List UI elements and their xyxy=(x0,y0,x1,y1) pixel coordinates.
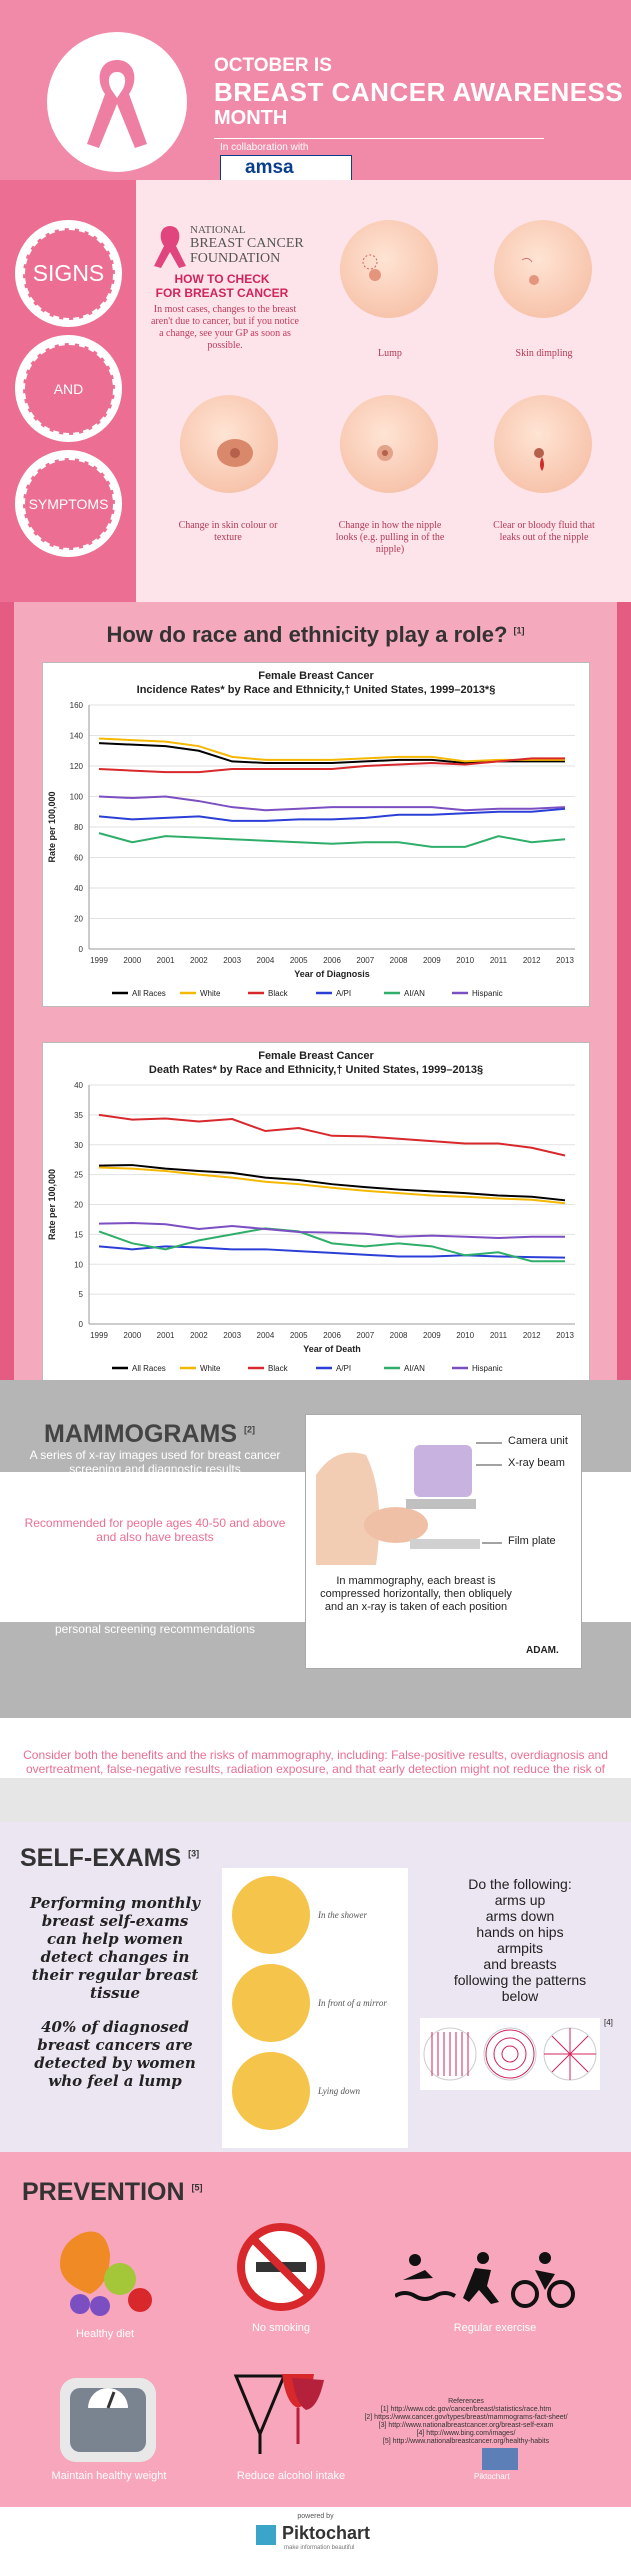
sign-label: Clear or bloody fluid that leaks out of the nipple xyxy=(493,520,595,543)
mammogram-figure xyxy=(305,1414,582,1669)
mammograms-ref: [2] xyxy=(243,1424,255,1435)
footer xyxy=(0,2507,631,2560)
legend-label: Black xyxy=(268,1364,288,1373)
exam-patterns-icon xyxy=(420,2018,600,2090)
instruction-line: Do the following: xyxy=(468,1876,572,1892)
sign-label: Lump xyxy=(378,348,402,359)
piktochart-brand[interactable]: Piktochart xyxy=(282,2523,371,2543)
x-tick-label: 2007 xyxy=(356,956,375,965)
series-line xyxy=(99,1165,565,1200)
x-tick-label: 2004 xyxy=(256,1331,275,1340)
death-chart xyxy=(42,1042,590,1382)
chart-subtitle: Incidence Rates* by Race and Ethnicity,† United States, 1999–2013*§ xyxy=(136,684,496,696)
legend-label: Hispanic xyxy=(472,1364,503,1373)
x-tick-label: 2013 xyxy=(556,956,574,965)
legend-label: AI/AN xyxy=(404,1364,425,1373)
y-axis-label: Rate per 100,000 xyxy=(47,791,57,863)
prevention-label: Maintain healthy weight xyxy=(51,2470,167,2482)
series-line xyxy=(99,1223,565,1238)
x-tick-label: 2012 xyxy=(522,1331,541,1340)
chart-subtitle: Death Rates* by Race and Ethnicity,† United States, 1999–2013§ xyxy=(148,1064,484,1076)
prevention-label: Healthy diet xyxy=(75,2328,135,2340)
legend-label: All Races xyxy=(132,989,166,998)
x-tick-label: 1999 xyxy=(90,956,108,965)
self-exam-patterns xyxy=(420,2018,600,2090)
self-exam-instructions xyxy=(430,1876,610,2004)
reference-line[interactable]: [5] http://www.nationalbreastcancer.org/healthy-habits xyxy=(382,2438,550,2445)
amsa-logo-text: amsa xyxy=(245,157,294,178)
howto-line: FOR BREAST CANCER xyxy=(155,286,289,300)
x-tick-label: 2006 xyxy=(323,1331,341,1340)
mammogram-definition: A series of x-ray images used for breast cancer screening and diagnostic results xyxy=(29,1448,281,1476)
x-tick-label: 2009 xyxy=(422,1331,441,1340)
position-label: In the shower xyxy=(318,1910,367,1920)
weight-scale-icon xyxy=(60,2378,156,2462)
piktochart-small-text: Piktochart xyxy=(474,2472,510,2481)
sign-label: Change in how the nipple looks (e.g. pulling in of the nipple) xyxy=(335,520,445,555)
y-tick-label: 35 xyxy=(74,1110,83,1120)
breast-skin-illustration xyxy=(180,395,278,493)
instruction-line: following the patterns xyxy=(453,1972,587,1988)
prevention-ref: [5] xyxy=(191,2182,203,2193)
mammograms-title-text: MAMMOGRAMS xyxy=(44,1420,238,1448)
y-tick-label: 140 xyxy=(69,731,83,741)
ribbon-badge xyxy=(47,32,187,172)
x-tick-label: 2001 xyxy=(156,1331,175,1340)
y-tick-label: 10 xyxy=(74,1260,83,1270)
incidence-chart xyxy=(42,662,590,1007)
instruction-line: arms down xyxy=(485,1908,555,1924)
race-ref: [1] xyxy=(513,625,525,636)
series-line xyxy=(99,797,565,811)
self-exams-title-text: SELF-EXAMS xyxy=(20,1844,182,1872)
x-axis-label: Year of Death xyxy=(303,1344,361,1354)
figure-label-film: Film plate xyxy=(508,1535,556,1547)
x-tick-label: 2011 xyxy=(489,956,508,965)
x-tick-label: 2010 xyxy=(456,1331,475,1340)
sign-label: Change in skin colour or texture xyxy=(178,520,278,543)
x-tick-label: 2002 xyxy=(189,956,208,965)
nbcf-line: BREAST CANCER xyxy=(190,236,304,251)
prevention-label: No smoking xyxy=(251,2322,311,2334)
breast-lump-illustration xyxy=(340,220,438,318)
references xyxy=(336,2398,596,2446)
mammogram-talk-provider: Talk with your primary care provider to determine personal screening recommendations xyxy=(25,1608,285,1636)
prevention-title-text: PREVENTION xyxy=(22,2178,185,2206)
adam-credit: ADAM. xyxy=(526,1645,559,1656)
ring-label: AND xyxy=(23,343,115,435)
y-tick-label: 15 xyxy=(74,1230,83,1240)
no-smoking-icon xyxy=(236,2222,326,2312)
legend-label: White xyxy=(200,989,221,998)
legend-label: White xyxy=(200,1364,221,1373)
shower-illustration xyxy=(232,1876,310,1954)
x-tick-label: 2007 xyxy=(356,1331,375,1340)
series-line xyxy=(99,739,565,762)
x-tick-label: 1999 xyxy=(90,1331,108,1340)
position-label: Lying down xyxy=(318,2086,360,2096)
figure-label-camera: Camera unit xyxy=(508,1435,568,1447)
nbcf-ribbon-icon xyxy=(150,222,190,270)
instruction-line: and breasts xyxy=(483,1956,557,1972)
self-exams-section xyxy=(0,1822,631,2152)
x-tick-label: 2013 xyxy=(556,1331,574,1340)
nbcf-line: FOUNDATION xyxy=(190,251,281,266)
figure-caption: In mammography, each breast is compressed horizontally, then obliquely and an x-ray is taken of each position xyxy=(320,1575,512,1613)
pattern-ref: [4] xyxy=(604,2018,613,2027)
y-tick-label: 80 xyxy=(74,823,83,832)
y-tick-label: 100 xyxy=(69,792,83,802)
series-line xyxy=(99,833,565,847)
header-line3: MONTH xyxy=(214,107,288,129)
x-tick-label: 2003 xyxy=(223,956,242,965)
series-line xyxy=(99,809,565,821)
legend-label: Black xyxy=(268,989,288,998)
prevention-label: Reduce alcohol intake xyxy=(236,2470,346,2482)
x-tick-label: 2004 xyxy=(256,956,275,965)
y-tick-label: 0 xyxy=(78,1320,83,1329)
race-right-edge xyxy=(617,602,631,1412)
piktochart-small-logo xyxy=(482,2448,518,2470)
mammograms-title xyxy=(44,1420,255,1449)
legend-label: All Races xyxy=(132,1364,166,1373)
y-tick-label: 40 xyxy=(74,1081,83,1090)
amsa-logo xyxy=(220,155,352,180)
self-exam-stat-text: 40% of diagnosed breast cancers are detected by women who feel a lump xyxy=(34,2018,196,2090)
y-tick-label: 60 xyxy=(74,853,83,863)
instruction-line: arms up xyxy=(494,1892,546,1908)
incidence-chart-svg xyxy=(43,697,589,1007)
ring-symptoms xyxy=(15,450,122,557)
legend-label: A/PI xyxy=(336,1364,352,1373)
x-tick-label: 2000 xyxy=(123,1331,142,1340)
ring-and xyxy=(15,335,122,442)
death-chart-svg xyxy=(43,1077,589,1382)
reference-line[interactable]: [3] http://www.nationalbreastcancer.org/breast-self-exam xyxy=(378,2422,554,2429)
prevention-label: Regular exercise xyxy=(453,2322,537,2334)
x-tick-label: 2010 xyxy=(456,956,475,965)
x-tick-label: 2011 xyxy=(489,1331,508,1340)
race-title-text: How do race and ethnicity play a role? xyxy=(106,622,508,647)
x-tick-label: 2003 xyxy=(223,1331,242,1340)
breast-nipple-illustration xyxy=(340,395,438,493)
header-line2: BREAST CANCER AWARENESS xyxy=(214,77,624,107)
y-tick-label: 160 xyxy=(69,701,83,710)
prevention-section xyxy=(0,2152,631,2507)
y-tick-label: 30 xyxy=(74,1140,83,1150)
nbcf-intro: In most cases, changes to the breast aren't due to cancer, but if you notice a change, see your GP as soon as possible. xyxy=(150,304,299,351)
howto-line: HOW TO CHECK xyxy=(174,272,270,286)
x-tick-label: 2001 xyxy=(156,956,175,965)
position-label: In front of a mirror xyxy=(318,1998,387,2008)
y-axis-label: Rate per 100,000 xyxy=(47,1168,57,1241)
instruction-line: armpits xyxy=(497,1940,543,1956)
x-tick-label: 2006 xyxy=(323,956,341,965)
x-tick-label: 2005 xyxy=(289,1331,308,1340)
legend-label: AI/AN xyxy=(404,989,425,998)
sign-label: Skin dimpling xyxy=(515,348,573,359)
prevention-title xyxy=(22,2178,202,2207)
mammogram-age-recommendation: Recommended for people ages 40-50 and above and also have breasts xyxy=(24,1516,286,1544)
how-to-check-title xyxy=(142,272,302,300)
x-tick-label: 2005 xyxy=(289,956,308,965)
header-divider xyxy=(214,138,544,139)
x-tick-label: 2012 xyxy=(522,956,541,965)
series-line xyxy=(99,1167,565,1203)
figure-label-xray: X-ray beam xyxy=(508,1457,565,1469)
y-tick-label: 0 xyxy=(78,945,83,954)
piktochart-logo-icon xyxy=(256,2525,276,2545)
legend-label: Hispanic xyxy=(472,989,503,998)
nbcf-line: NATIONAL xyxy=(190,224,246,236)
x-tick-label: 2002 xyxy=(189,1331,208,1340)
exercise-icon xyxy=(395,2250,575,2310)
breast-dimpling-illustration xyxy=(494,220,592,318)
instruction-line: hands on hips xyxy=(476,1924,564,1940)
references-title: References xyxy=(448,2398,484,2405)
grey-separator xyxy=(0,1778,631,1828)
lying-down-illustration xyxy=(232,2052,310,2130)
chart-title: Female Breast Cancer xyxy=(258,1050,374,1062)
y-tick-label: 20 xyxy=(74,914,83,924)
y-tick-label: 5 xyxy=(78,1290,83,1300)
self-exams-ref: [3] xyxy=(188,1848,200,1859)
reference-line[interactable]: [2] https://www.cancer.gov/types/breast/mammograms-fact-sheet/ xyxy=(364,2414,568,2421)
instruction-line: below xyxy=(501,1988,539,2004)
race-title xyxy=(0,622,631,648)
mirror-illustration xyxy=(232,1964,310,2042)
x-tick-label: 2009 xyxy=(422,956,441,965)
reference-line[interactable]: [1] http://www.cdc.gov/cancer/breast/statistics/race.htm xyxy=(380,2406,552,2413)
ring-label: SIGNS xyxy=(23,228,115,320)
self-exam-monthly-text: Performing monthly breast self-exams can help women detect changes in their regular breast tissue xyxy=(30,1894,200,2002)
x-tick-label: 2008 xyxy=(389,956,408,965)
ring-signs xyxy=(15,220,122,327)
header-banner xyxy=(0,0,631,180)
piktochart-tagline: make information beautiful xyxy=(284,2545,355,2551)
reference-line[interactable]: [4] http://www.bing.com/images/ xyxy=(416,2430,516,2437)
mammograms-section xyxy=(0,1380,631,1718)
healthy-diet-icon xyxy=(50,2224,160,2320)
ring-label: SYMPTOMS xyxy=(23,458,115,550)
y-tick-label: 20 xyxy=(74,1200,83,1210)
signs-content xyxy=(0,180,631,602)
pink-ribbon-icon xyxy=(47,32,187,172)
header-line1: OCTOBER IS xyxy=(214,55,332,76)
series-line xyxy=(99,1115,565,1156)
y-tick-label: 40 xyxy=(74,884,83,893)
x-axis-label: Year of Diagnosis xyxy=(294,969,370,979)
consider-text: Consider both the benefits and the risks of mammography, including: False-positive results, overdiagnosis and overtreatment, false-negative results, radiation exposure, and that early detection might not reduce the risk of xyxy=(23,1748,608,1776)
chart-title: Female Breast Cancer xyxy=(258,670,374,682)
race-section xyxy=(0,602,631,1412)
x-tick-label: 2000 xyxy=(123,956,142,965)
powered-by: powered by xyxy=(297,2513,334,2520)
alcohol-icon xyxy=(232,2364,332,2464)
self-exams-title xyxy=(20,1844,199,1873)
self-exam-positions-panel xyxy=(222,1868,408,2148)
legend-label: A/PI xyxy=(336,989,352,998)
collab-text: In collaboration with xyxy=(220,142,309,153)
race-left-edge xyxy=(0,602,14,1412)
y-tick-label: 120 xyxy=(69,762,83,771)
breast-fluid-illustration xyxy=(494,395,592,493)
x-tick-label: 2008 xyxy=(389,1331,408,1340)
nbcf-name xyxy=(190,224,304,266)
y-tick-label: 25 xyxy=(74,1170,83,1180)
